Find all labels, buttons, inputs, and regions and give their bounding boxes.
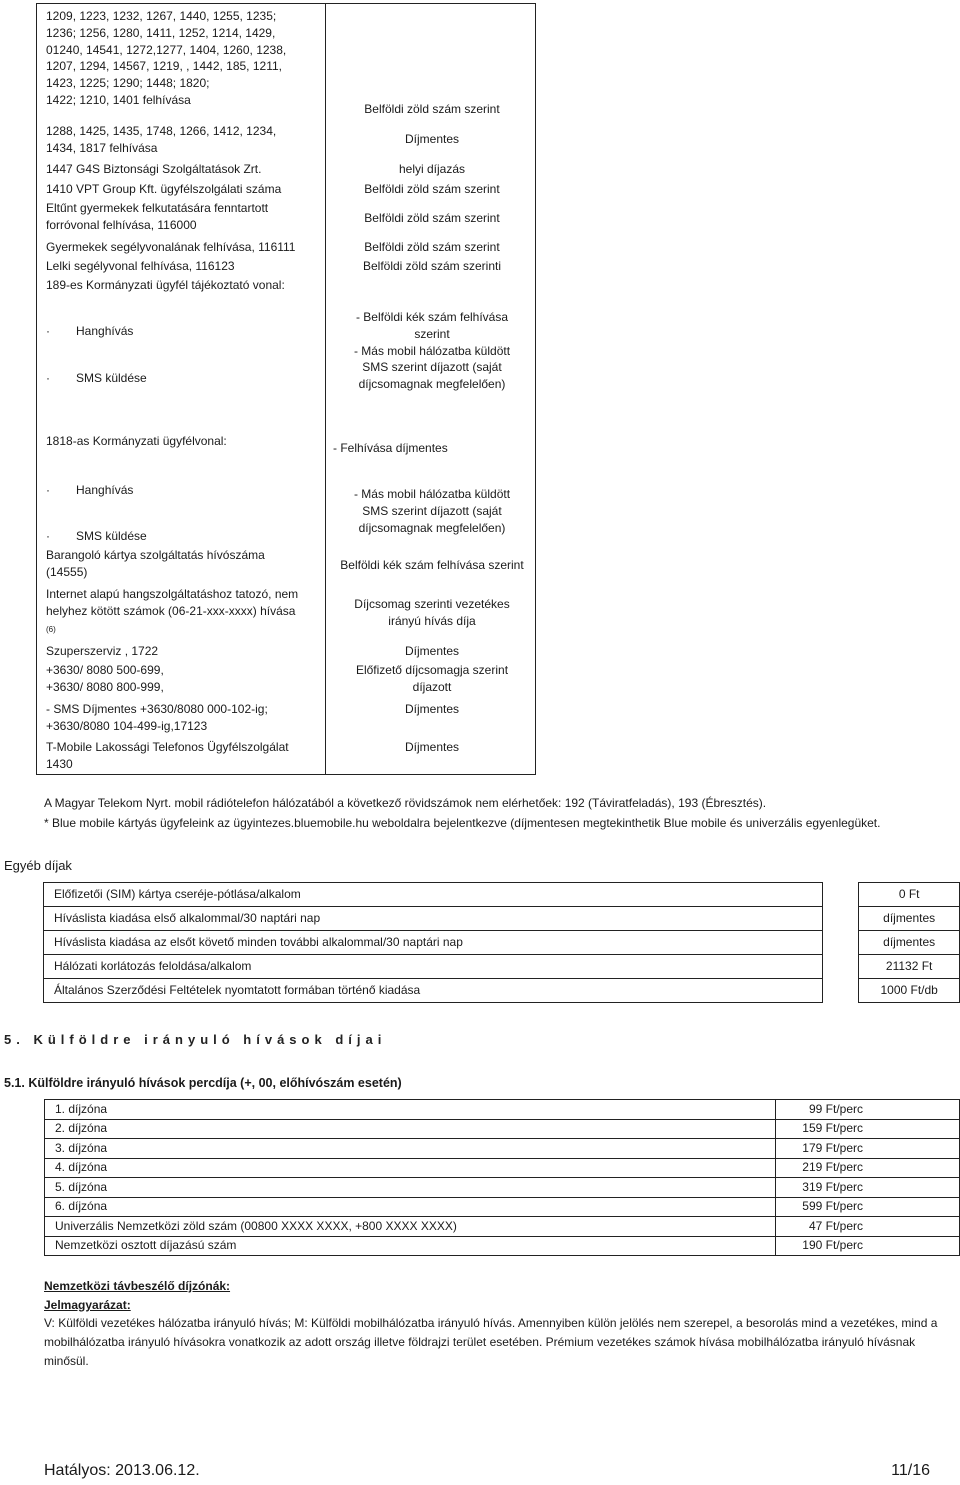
section-heading-5: 5. Külföldre irányuló hívások díjai	[4, 1032, 387, 1047]
fee-label: Hálózati korlátozás feloldása/alkalom	[44, 955, 823, 979]
zone-rate: 99 Ft/perc	[776, 1100, 960, 1120]
page-number: 11/16	[891, 1462, 930, 1479]
fee-label: Általános Szerződési Feltételek nyomtatott formában történő kiadása	[44, 979, 823, 1003]
table-cell: 1288, 1425, 1435, 1748, 1266, 1412, 1234, 1434, 1817 felhívása	[46, 124, 277, 155]
fee-label: Híváslista kiadása első alkalommal/30 naptári nap	[44, 907, 823, 931]
bullet: ·	[46, 371, 50, 385]
zones-title: Nemzetközi távbeszélő díjzónák:	[44, 1279, 231, 1293]
table-gap	[822, 955, 859, 979]
table-cell: 1818-as Kormányzati ügyfélvonal:	[46, 434, 227, 448]
footnote-ref: (6)	[46, 624, 56, 634]
table-row	[45, 1158, 960, 1178]
list-item-label: SMS küldése	[76, 371, 147, 385]
section-heading-egyeb: Egyéb díjak	[4, 858, 72, 873]
bullet: ·	[46, 483, 50, 497]
zone-rate: 179 Ft/perc	[776, 1139, 960, 1159]
table-cell: Lelki segélyvonal felhívása, 116123	[46, 259, 235, 273]
zone-label: 3. díjzóna	[45, 1139, 776, 1159]
table-cell: - SMS Díjmentes +3630/8080 000-102-ig; +3630/8080 104-499-ig,17123	[46, 702, 268, 733]
legend-text: V: Külföldi vezetékes hálózatba irányuló hívás; M: Külföldi mobilhálózatba irányuló hívás. Amennyiben külön jelölés nem szerepel, a besorolás mind a vezetékes, mind a mobilhálózatba irányuló hívásokra vonatkozik az adott ország illetve földrajzi terület esetében. Prémium vezetékes számok hívása mobilhálózatba irányuló hívásnak minősül.	[44, 1316, 938, 1369]
fee-value: díjmentes	[859, 931, 960, 955]
table-cell: Eltűnt gyermekek felkutatására fenntartott forróvonal felhívása, 116000	[46, 201, 269, 232]
table-cell: Díjmentes	[404, 740, 460, 754]
fee-label: Előfizetői (SIM) kártya cseréje-pótlása/alkalom	[44, 883, 823, 907]
table-cell: Szuperszerviz , 1722	[46, 644, 159, 658]
table-cell: 1209, 1223, 1232, 1267, 1440, 1255, 1235; 1236; 1256, 1280, 1411, 1252, 1214, 1429, 01240, 14541, 1272,1277, 1404, 1260, 1238, 1207, 1294, 14567, 1219, , 1442, 185, 1211, 1423, 1225; 1290; 1448; 1820; 1422; 1210, 1401 felhívása	[46, 9, 287, 107]
table-gap	[822, 883, 859, 907]
international-rates-table	[44, 1099, 960, 1256]
table-cell: Díjcsomag szerinti vezetékes irányú hívás díja	[354, 597, 510, 628]
list-item	[46, 482, 326, 499]
zone-rate: 599 Ft/perc	[776, 1197, 960, 1217]
fee-label: Híváslista kiadása az elsőt követő minden további alkalommal/30 naptári nap	[44, 931, 823, 955]
table-cell: - Más mobil hálózatba küldött SMS szerint díjazott (saját díjcsomagnak megfelelően)	[353, 487, 511, 535]
table-cell: Díjmentes	[404, 644, 460, 658]
zone-label: 6. díjzóna	[45, 1197, 776, 1217]
bullet: ·	[46, 324, 50, 338]
zone-label: 5. díjzóna	[45, 1178, 776, 1198]
table-cell: Előfizető díjcsomagja szerint díjazott	[355, 663, 509, 694]
fee-value: 0 Ft	[859, 883, 960, 907]
table-row	[44, 979, 960, 1003]
zone-rate: 219 Ft/perc	[776, 1158, 960, 1178]
zone-label: Nemzetközi osztott díjazású szám	[45, 1236, 776, 1256]
table-cell	[46, 586, 326, 636]
table-cell: Díjmentes	[404, 702, 460, 716]
effective-date: Hatályos: 2013.06.12.	[44, 1462, 200, 1479]
table-cell: Belföldi zöld szám szerint	[364, 182, 500, 196]
table-cell: 189-es Kormányzati ügyfél tájékoztató vonal:	[46, 278, 285, 292]
table-cell: Barangoló kártya szolgáltatás hívószáma (14555)	[46, 548, 265, 579]
table-row	[45, 1178, 960, 1198]
table-cell: Belföldi zöld szám szerint	[364, 211, 500, 225]
table-cell: helyi díjazás	[398, 162, 466, 176]
other-fees-table	[43, 882, 960, 1003]
note-blue-mobile: * Blue mobile kártyás ügyfeleink az ügyintezes.bluemobile.hu weboldalra bejelentkezve (díjmentesen megtekinthetik Blue mobile és univerzális egyenlegüket.	[44, 816, 881, 830]
list-item	[46, 528, 326, 545]
table-cell: Gyermekek segélyvonalának felhívása, 116111	[46, 240, 296, 254]
zone-rate: 47 Ft/perc	[776, 1217, 960, 1237]
legend-title: Jelmagyarázat:	[44, 1298, 131, 1312]
zone-label: Univerzális Nemzetközi zöld szám (00800 XXXX XXXX, +800 XXXX XXXX)	[45, 1217, 776, 1237]
table-row	[44, 883, 960, 907]
fee-value: 1000 Ft/db	[859, 979, 960, 1003]
bullet: ·	[46, 529, 50, 543]
zone-label: 1. díjzóna	[45, 1100, 776, 1120]
table-row	[44, 931, 960, 955]
table-cell: 1447 G4S Biztonsági Szolgáltatások Zrt.	[46, 162, 262, 176]
zone-label: 2. díjzóna	[45, 1119, 776, 1139]
zone-rate: 159 Ft/perc	[776, 1119, 960, 1139]
zone-rate: 319 Ft/perc	[776, 1178, 960, 1198]
list-item-label: SMS küldése	[76, 529, 147, 543]
list-item	[46, 370, 326, 387]
table-cell: Díjmentes	[404, 132, 460, 146]
table-cell: Belföldi kék szám felhívása szerint	[340, 558, 524, 572]
table-cell: +3630/ 8080 500-699, +3630/ 8080 800-999,	[46, 663, 164, 694]
table-cell: - Felhívása díjmentes	[333, 441, 448, 455]
table-cell-text: Internet alapú hangszolgáltatáshoz tatozó, nem helyhez kötött számok (06-21-xxx-xxxx) hívása	[46, 587, 299, 618]
table-gap	[822, 931, 859, 955]
table-row	[45, 1197, 960, 1217]
table-row	[45, 1217, 960, 1237]
table-row	[45, 1139, 960, 1159]
list-item-label: Hanghívás	[76, 483, 134, 497]
table-cell: Belföldi zöld szám szerint	[364, 240, 500, 254]
list-item-label: Hanghívás	[76, 324, 134, 338]
note-unavailable-numbers: A Magyar Telekom Nyrt. mobil rádiótelefon hálózatából a következő rövidszámok nem elérhetőek: 192 (Táviratfeladás), 193 (Ébresztés).	[44, 796, 767, 810]
table-cell: - Belföldi kék szám felhívása szerint - Más mobil hálózatba küldött SMS szerint díjazott (saját díjcsomagnak megfelelően)	[353, 310, 511, 392]
table-row	[45, 1119, 960, 1139]
table-row	[44, 955, 960, 979]
fee-value: díjmentes	[859, 907, 960, 931]
table-cell: Belföldi zöld szám szerinti	[362, 259, 502, 273]
zone-label: 4. díjzóna	[45, 1158, 776, 1178]
table-cell: T-Mobile Lakossági Telefonos Ügyfélszolgálat 1430	[46, 740, 289, 771]
table-gap	[822, 907, 859, 931]
table-row	[44, 907, 960, 931]
zone-rate: 190 Ft/perc	[776, 1236, 960, 1256]
section-heading-5-1: 5.1. Külföldre irányuló hívások percdíja (+, 00, előhívószám esetén)	[4, 1076, 402, 1090]
table-cell: 1410 VPT Group Kft. ügyfélszolgálati száma	[46, 182, 282, 196]
fee-value: 21132 Ft	[859, 955, 960, 979]
table-cell: Belföldi zöld szám szerint	[364, 102, 500, 116]
list-item	[46, 323, 326, 340]
table-gap	[822, 979, 859, 1003]
table-row	[45, 1100, 960, 1120]
short-numbers-table	[36, 3, 536, 775]
table-row	[45, 1236, 960, 1256]
